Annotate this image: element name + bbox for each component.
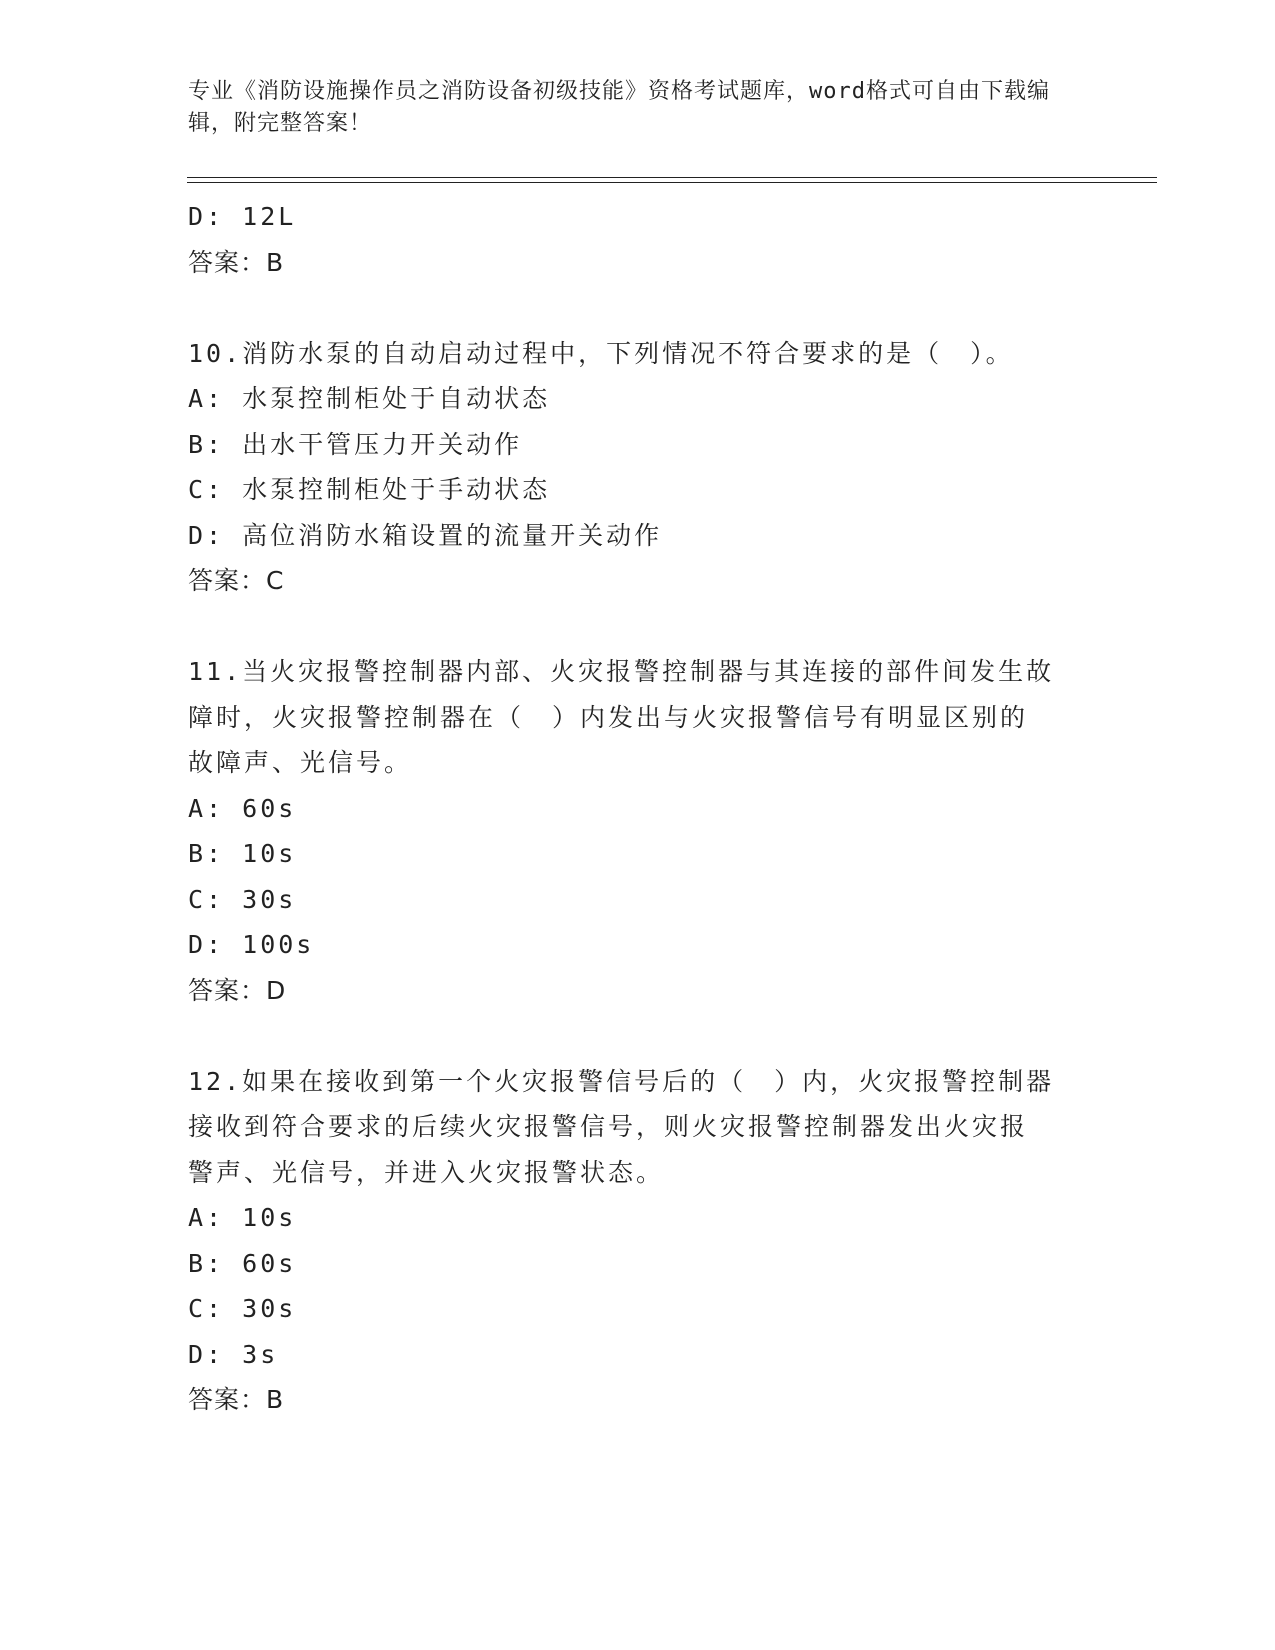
question-12 xyxy=(188,1059,1088,1423)
spacer xyxy=(188,1013,1088,1059)
question-stem-line: 警声、光信号，并进入火灾报警状态。 xyxy=(188,1157,665,1187)
option-d: D: 高位消防水箱设置的流量开关动作 xyxy=(188,520,663,550)
question-stem-line: 故障声、光信号。 xyxy=(188,748,413,777)
question-stem: 10.消防水泵的自动启动过程中，下列情况不符合要求的是（ ）。 xyxy=(188,338,1014,368)
spacer xyxy=(188,604,1088,650)
option-b: B: 10s xyxy=(188,839,297,868)
option-c: C: 30s xyxy=(188,1294,297,1323)
answer: 答案：B xyxy=(188,1385,285,1414)
option-a: A: 水泵控制柜处于自动状态 xyxy=(188,384,551,413)
question-stem-line: 障时，火灾报警控制器在（ ）内发出与火灾报警信号有明显区别的 xyxy=(188,702,1029,732)
option-d: D: 100s xyxy=(188,930,315,959)
option-d: D: 12L xyxy=(188,202,297,231)
spacer xyxy=(188,285,1088,331)
answer: 答案：B xyxy=(188,247,285,277)
question-stem-line: 接收到符合要求的后续火灾报警信号，则火灾报警控制器发出火灾报 xyxy=(188,1112,1029,1141)
answer: 答案：C xyxy=(188,566,285,595)
question-list xyxy=(188,194,1088,1423)
option-c: C: 水泵控制柜处于手动状态 xyxy=(188,475,551,504)
option-b: B: 60s xyxy=(188,1248,297,1278)
option-d: D: 3s xyxy=(188,1339,279,1369)
header-divider-bottom xyxy=(187,182,1157,183)
question-stem-line: 11.当火灾报警控制器内部、火灾报警控制器与其连接的部件间发生故 xyxy=(188,657,1055,686)
option-c: C: 30s xyxy=(188,884,297,914)
question-stem-line: 12.如果在接收到第一个火灾报警信号后的（ ）内，火灾报警控制器 xyxy=(188,1066,1055,1096)
question-11 xyxy=(188,649,1088,1013)
option-a: A: 60s xyxy=(188,793,297,823)
header-divider-top xyxy=(187,177,1157,178)
option-b: B: 出水干管压力开关动作 xyxy=(188,429,523,459)
document-header: 专业《消防设施操作员之消防设备初级技能》资格考试题库，word格式可自由下载编辑，附完整答案！ xyxy=(188,79,1050,136)
option-a: A: 10s xyxy=(188,1203,297,1232)
answer: 答案：D xyxy=(188,975,287,1005)
question-10 xyxy=(188,331,1088,604)
